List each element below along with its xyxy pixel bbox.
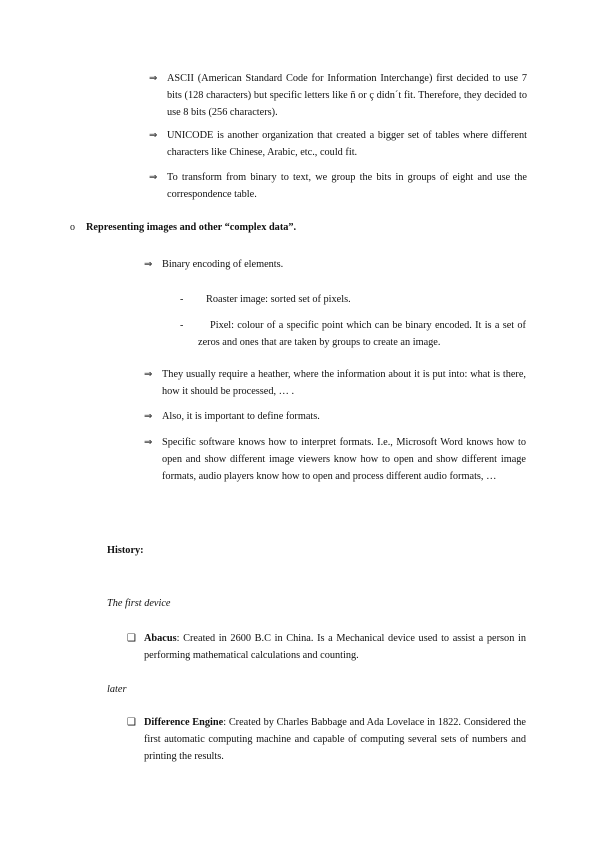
section-heading: Representing images and other “complex data”. xyxy=(86,222,297,233)
heather-paragraph: They usually require a heather, where the information about it is put into: what is there, how it should be processed, … . xyxy=(162,369,526,397)
binary-encoding-item: Binary encoding of elements. xyxy=(162,259,284,270)
pixel-item: Pixel: colour of a specific point which can be binary encoded. It is a set of zeros and ones that are taken by groups to create an image. xyxy=(198,320,526,348)
later-label: later xyxy=(107,684,127,695)
arrow-bullet-icon: ⇒ xyxy=(149,73,158,84)
abacus-paragraph xyxy=(144,630,526,664)
arrow-bullet-icon: ⇒ xyxy=(144,259,153,270)
difference-engine-paragraph xyxy=(144,714,526,765)
formats-paragraph: Also, it is important to define formats. xyxy=(162,411,320,422)
arrow-bullet-icon: ⇒ xyxy=(144,369,153,380)
dash-bullet: - xyxy=(180,294,184,305)
roaster-item: Roaster image: sorted set of pixels. xyxy=(206,294,351,305)
first-device-label: The first device xyxy=(107,598,171,609)
abacus-term: Abacus xyxy=(144,633,177,644)
binary-text-paragraph: To transform from binary to text, we group the bits in groups of eight and use the correspondence table. xyxy=(167,172,527,200)
ascii-paragraph: ASCII (American Standard Code for Information Interchange) first decided to use 7 bits (128 characters) but specific letters like ñ or ç didn´t fit. Therefore, they decided to use 8 bits (256 characters). xyxy=(167,73,527,118)
circle-bullet-icon: o xyxy=(70,222,75,233)
arrow-bullet-icon: ⇒ xyxy=(149,130,158,141)
arrow-bullet-icon: ⇒ xyxy=(149,172,158,183)
difference-engine-text: : Created by Charles Babbage and Ada Lovelace in 1822. Considered the first automatic computing machine and capable of computing several sets of numbers and printing the results. xyxy=(144,717,526,762)
dash-bullet: - xyxy=(180,320,184,331)
unicode-paragraph: UNICODE is another organization that created a bigger set of tables where different characters like Chinese, Arabic, etc., could fit. xyxy=(167,130,527,158)
difference-engine-term: Difference Engine xyxy=(144,717,224,728)
checkbox-bullet-icon: ❑ xyxy=(127,633,136,644)
checkbox-bullet-icon: ❑ xyxy=(127,717,136,728)
history-heading: History: xyxy=(107,545,144,556)
abacus-text: : Created in 2600 B.C in China. Is a Mechanical device used to assist a person in performing mathematical calculations and counting. xyxy=(144,633,526,661)
arrow-bullet-icon: ⇒ xyxy=(144,437,153,448)
software-paragraph: Specific software knows how to interpret formats. I.e., Microsoft Word knows how to open and show different image viewers know how to open and show different image formats, audio players know how to open and process different audio formats, … xyxy=(162,437,526,482)
arrow-bullet-icon: ⇒ xyxy=(144,411,153,422)
